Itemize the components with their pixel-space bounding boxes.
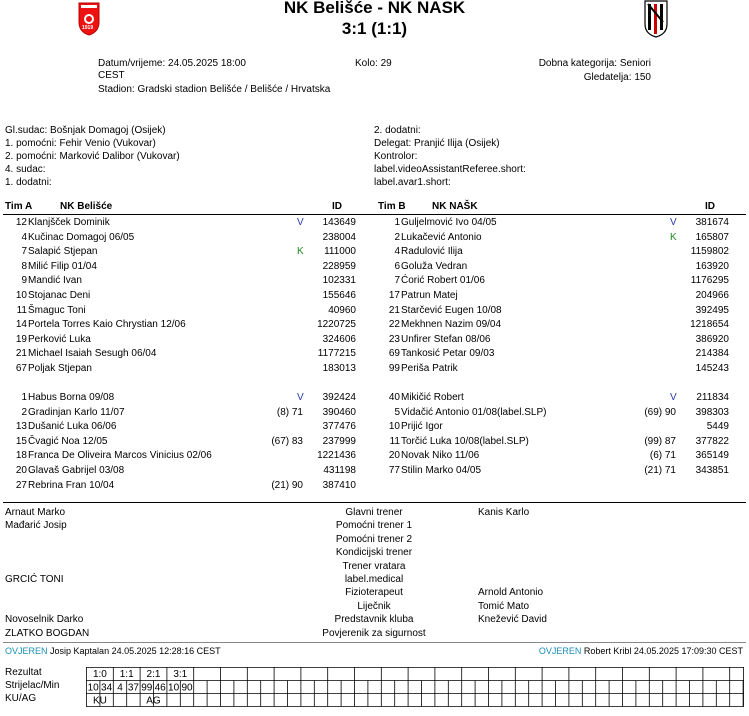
player-id: 165807	[695, 231, 729, 243]
player-id: 365149	[695, 450, 729, 462]
player-number: 4	[21, 231, 27, 243]
official-line: Gl.sudac: Bošnjak Domagoj (Osijek)	[5, 125, 166, 136]
player-name: Čvagić Noa 12/05	[28, 435, 108, 447]
team-a-label: Tim A	[5, 201, 33, 212]
player-row	[378, 304, 738, 318]
player-name: Portela Torres Kaio Chrystian 12/06	[28, 319, 186, 331]
verified-status-right: OVJEREN	[538, 646, 582, 656]
player-row	[5, 435, 365, 449]
datetime-info	[98, 58, 246, 69]
player-name: Radulović Ilija	[401, 246, 463, 258]
player-number: 7	[21, 246, 27, 258]
player-sub-minute: (21) 90	[271, 479, 303, 491]
player-number: 17	[388, 290, 400, 301]
player-name: Dušanić Luka 06/06	[28, 421, 117, 433]
player-row	[378, 406, 738, 420]
player-number: 1	[21, 392, 27, 403]
result-cell: 1:1	[119, 669, 134, 680]
player-row	[5, 304, 365, 318]
player-name: Lukačević Antonio	[401, 231, 482, 243]
officials-left	[5, 124, 180, 189]
staff-role: Glavni trener	[345, 507, 403, 518]
player-number: 9	[21, 275, 27, 287]
category-label: Dobna kategorija:	[538, 58, 618, 69]
player-name: Salapić Stjepan	[28, 246, 98, 258]
player-number: 20	[15, 465, 27, 476]
staff-name-home: Mađarić Josip	[5, 520, 67, 532]
player-number: 21	[388, 304, 400, 316]
player-sub-minute: (21) 71	[644, 465, 676, 476]
verification-right	[539, 646, 743, 656]
verified-status-left: OVJEREN	[5, 646, 48, 656]
staff-role: Pomoćni trener 2	[335, 533, 413, 545]
stadium-info	[98, 84, 330, 95]
player-id: 237999	[322, 435, 356, 447]
player-id: 381674	[695, 217, 729, 228]
datetime-value: 24.05.2025 18:00	[168, 58, 246, 69]
player-number: 10	[388, 421, 400, 433]
player-name: Mekhnen Nazim 09/04	[401, 319, 502, 331]
home-crest-year: 1919	[82, 25, 94, 31]
player-row	[378, 274, 738, 288]
score-row-label: Rezultat	[5, 667, 42, 678]
player-id: 228959	[322, 260, 356, 272]
player-number: 11	[16, 304, 27, 316]
player-id: 40960	[328, 304, 356, 316]
lineups-bottom-divider	[3, 502, 746, 503]
player-id: 5449	[706, 421, 729, 433]
staff-name-away: Kanis Karlo	[478, 507, 530, 518]
player-name: Kučinac Domagoj 06/05	[28, 231, 135, 243]
player-row	[5, 318, 365, 332]
player-number: 69	[388, 348, 400, 360]
player-id: 214384	[695, 348, 729, 360]
staff-role: label.medical	[344, 574, 404, 585]
staff-role: Povjerenik za sigurnost	[322, 627, 426, 639]
player-id: 386920	[695, 333, 729, 345]
attendance-label: Gledatelja:	[583, 72, 632, 83]
verification-left	[5, 646, 221, 656]
player-number: 12	[15, 217, 27, 228]
player-id: 431198	[323, 465, 356, 476]
player-row	[5, 289, 365, 303]
player-number: 22	[388, 319, 400, 331]
player-id: 1220725	[317, 319, 356, 331]
player-id: 1218654	[690, 319, 729, 331]
staff-role: Trener vratara	[342, 560, 406, 572]
staff-name-away: Tomić Mato	[478, 600, 530, 612]
player-row	[5, 420, 365, 434]
player-id: 145243	[695, 363, 729, 374]
official-line: 1. dodatni:	[5, 177, 52, 188]
stadium-value: Gradski stadion Belišće / Belišće / Hrvatska	[137, 84, 331, 95]
official-line: Kontrolor:	[374, 151, 418, 162]
staff-role: Kondicijski trener	[335, 547, 413, 559]
score-table	[86, 667, 744, 706]
player-id: 238004	[322, 231, 356, 243]
player-name: Mandić Ivan	[28, 275, 82, 287]
stadium-label: Stadion:	[98, 84, 135, 95]
player-id: 377822	[695, 435, 729, 447]
player-name: Mikičić Robert	[401, 392, 464, 403]
verified-text-left: Josip Kaptalan 24.05.2025 12:28:16 CEST	[50, 646, 221, 656]
player-row	[378, 260, 738, 274]
score-row-label: Strijelac/Min	[5, 680, 60, 691]
player-id: 390460	[322, 406, 356, 418]
player-name: Klanjšček Dominik	[28, 217, 110, 228]
player-name: Torčić Luka 10/08(label.SLP)	[401, 435, 529, 447]
player-number: 6	[394, 260, 400, 272]
scorer-minute-cell: 4	[117, 682, 123, 694]
player-name: Habus Borna 09/08	[28, 392, 115, 403]
player-id: 1221436	[317, 450, 356, 462]
staff-role: Fizioterapeut	[345, 587, 403, 599]
player-number: 11	[389, 435, 400, 447]
player-row	[378, 362, 738, 376]
player-row	[5, 479, 365, 493]
staff-name-home: Novoselnik Darko	[5, 614, 84, 626]
team-b-id-header: ID	[705, 201, 715, 212]
team-a-name: NK Belišće	[60, 201, 113, 212]
scorer-minute-cell: 99	[141, 682, 153, 694]
result-cell: 2:1	[146, 669, 161, 680]
team-b-name: NK NAŠK	[432, 201, 478, 212]
player-row	[378, 289, 738, 303]
result-cell: 3:1	[173, 669, 188, 680]
player-name: Prijić Igor	[401, 421, 443, 433]
player-number: 5	[394, 406, 400, 418]
player-row	[5, 362, 365, 376]
player-number: 7	[394, 275, 400, 287]
player-id: 1177215	[317, 348, 356, 360]
captain-mark: K	[297, 246, 304, 258]
player-number: 21	[15, 348, 27, 360]
player-sub-minute: (99) 87	[644, 435, 676, 447]
player-number: 67	[15, 363, 27, 374]
player-row	[378, 464, 738, 478]
staff-role: Liječnik	[357, 600, 391, 612]
player-number: 20	[388, 450, 400, 462]
player-row	[5, 347, 365, 361]
goalkeeper-mark: V	[670, 217, 677, 228]
player-row	[5, 333, 365, 347]
player-row	[5, 464, 365, 478]
team-a-id-header: ID	[332, 201, 342, 212]
scorer-minute-cell: 37	[127, 682, 139, 694]
staff-name-home: ZLATKO BOGDAN	[5, 627, 90, 639]
player-id: 1159802	[690, 246, 729, 258]
player-number: 2	[21, 406, 27, 418]
staff-name-away: Knežević David	[478, 614, 547, 626]
player-id: 398303	[695, 406, 729, 418]
player-row	[5, 216, 365, 230]
player-number: 19	[15, 333, 27, 345]
player-id: 102331	[322, 275, 356, 287]
player-sub-minute: (67) 83	[271, 435, 303, 447]
player-name: Stilin Marko 04/05	[401, 465, 482, 476]
player-name: Perković Luka	[28, 333, 91, 345]
player-number: 40	[388, 392, 400, 403]
player-name: Poljak Stjepan	[28, 363, 92, 374]
round-value: 29	[380, 58, 392, 69]
match-score: 3:1 (1:1)	[341, 19, 408, 38]
player-sub-minute: (8) 71	[276, 406, 303, 418]
player-id: 387410	[322, 479, 356, 491]
scorer-minute-cell: 90	[181, 682, 193, 694]
player-id: 155646	[322, 290, 356, 301]
player-number: 99	[388, 363, 400, 374]
player-row	[5, 245, 365, 259]
player-name: Patrun Matej	[401, 290, 458, 301]
player-row	[378, 231, 738, 245]
player-name: Unfirer Stefan 08/06	[401, 333, 491, 345]
player-number: 18	[15, 450, 27, 462]
player-id: 343851	[695, 465, 729, 476]
player-name: Novak Niko 11/06	[401, 450, 480, 462]
officials-right	[374, 124, 526, 189]
official-line: 4. sudac:	[5, 164, 46, 175]
player-name: Stojanac Deni	[28, 290, 91, 301]
player-number: 10	[15, 290, 27, 301]
player-id: 392495	[695, 304, 729, 316]
player-name: Rebrina Fran 10/04	[28, 479, 115, 491]
player-name: Milić Filip 01/04	[28, 260, 97, 272]
player-name: Ćorić Robert 01/06	[401, 275, 485, 287]
staff-name-away: Arnold Antonio	[478, 587, 544, 599]
official-line: 1. pomoćni: Fehir Venio (Vukovar)	[5, 138, 156, 149]
player-sub-minute: (6) 71	[649, 450, 676, 462]
staff-role: Pomoćni trener 1	[335, 520, 413, 532]
score-grid-svg	[86, 667, 744, 707]
player-name: Franca De Oliveira Marcos Vinicius 02/06	[28, 450, 212, 462]
player-row	[378, 318, 738, 332]
player-name: Gradinjan Karlo 11/07	[28, 406, 125, 418]
player-id: 111000	[324, 246, 356, 258]
official-line: 2. pomoćni: Marković Dalibor (Vukovar)	[5, 151, 180, 162]
player-row	[378, 449, 738, 463]
player-number: 4	[394, 246, 400, 258]
player-row	[5, 406, 365, 420]
captain-mark: K	[670, 231, 677, 243]
player-row	[5, 391, 365, 405]
ku-ag-cell: AG	[146, 695, 161, 707]
scorer-minute-cell: 34	[101, 682, 113, 694]
player-row	[378, 347, 738, 361]
player-id: 163920	[695, 260, 729, 272]
player-name: Glavaš Gabrijel 03/08	[28, 465, 125, 476]
attendance-value: 150	[634, 72, 651, 83]
datetime-label: Datum/vrijeme:	[98, 58, 166, 69]
match-title: NK Belišće - NK NASK	[283, 0, 466, 17]
scorer-minute-cell: 10	[168, 682, 180, 694]
player-row	[378, 435, 738, 449]
round-info	[355, 58, 392, 69]
player-name: Goluža Vedran	[401, 260, 468, 272]
player-number: 15	[15, 435, 27, 447]
player-number: 2	[394, 231, 400, 243]
player-id: 324606	[322, 333, 356, 345]
player-id: 211834	[696, 392, 729, 403]
player-name: Tankosić Petar 09/03	[401, 348, 495, 360]
player-number: 13	[15, 421, 27, 433]
result-cell: 1:0	[92, 669, 107, 680]
official-line: label.videoAssistantReferee.short:	[374, 164, 526, 175]
verified-text-right: Robert Kribl 24.05.2025 17:09:30 CEST	[583, 646, 743, 656]
player-name: Starčević Eugen 10/08	[401, 304, 502, 316]
player-id: 1176295	[690, 275, 729, 287]
attendance-info	[584, 72, 651, 83]
goalkeeper-mark: V	[297, 217, 304, 228]
player-row	[5, 231, 365, 245]
player-id: 392424	[322, 392, 356, 403]
player-name: Periša Patrik	[401, 363, 458, 374]
player-name: Michael Isaiah Sesugh 06/04	[28, 348, 157, 360]
staff-role: Predstavnik kluba	[334, 614, 414, 626]
player-row	[378, 216, 738, 230]
score-row-label: KU/AG	[5, 693, 37, 704]
goalkeeper-mark: V	[297, 392, 304, 403]
player-number: 8	[21, 260, 27, 272]
goalkeeper-mark: V	[670, 392, 677, 403]
player-number: 27	[15, 479, 27, 491]
scorer-minute-cell: 10	[87, 682, 99, 694]
player-row	[5, 449, 365, 463]
team-b-label: Tim B	[378, 201, 406, 212]
ku-ag-cell: KU	[92, 695, 107, 707]
player-sub-minute: (69) 90	[644, 406, 676, 418]
category-value: Seniori	[619, 58, 651, 69]
staff-name-home: Arnaut Marko	[5, 507, 66, 518]
player-row	[5, 274, 365, 288]
player-number: 23	[388, 333, 400, 345]
scorer-minute-cell: 46	[154, 682, 166, 694]
player-row	[378, 420, 738, 434]
player-name: Šmaguc Toni	[28, 304, 86, 316]
score-table-labels	[5, 666, 59, 705]
category-info	[539, 58, 651, 69]
player-id: 143649	[322, 217, 356, 228]
official-line: 2. dodatni:	[374, 125, 421, 136]
official-line: Delegat: Pranjić Ilija (Osijek)	[374, 138, 500, 149]
player-number: 1	[394, 217, 400, 228]
player-id: 377476	[322, 421, 356, 433]
official-line: label.avar1.short:	[374, 177, 451, 188]
player-number: 14	[15, 319, 27, 331]
player-id: 204966	[695, 290, 729, 301]
staff-bottom-divider	[3, 642, 746, 643]
team-header-divider	[3, 214, 746, 215]
staff-name-home: GRCIĆ TONI	[5, 574, 64, 585]
player-row	[5, 260, 365, 274]
player-row	[378, 391, 738, 405]
timezone: CEST	[98, 70, 125, 81]
player-name: Guljelmović Ivo 04/05	[401, 217, 497, 228]
player-id: 183013	[322, 363, 356, 374]
player-number: 77	[388, 465, 400, 476]
player-row	[378, 245, 738, 259]
round-label: Kolo:	[355, 58, 378, 69]
player-name: Vidačić Antonio 01/08(label.SLP)	[401, 406, 547, 418]
player-row	[378, 333, 738, 347]
